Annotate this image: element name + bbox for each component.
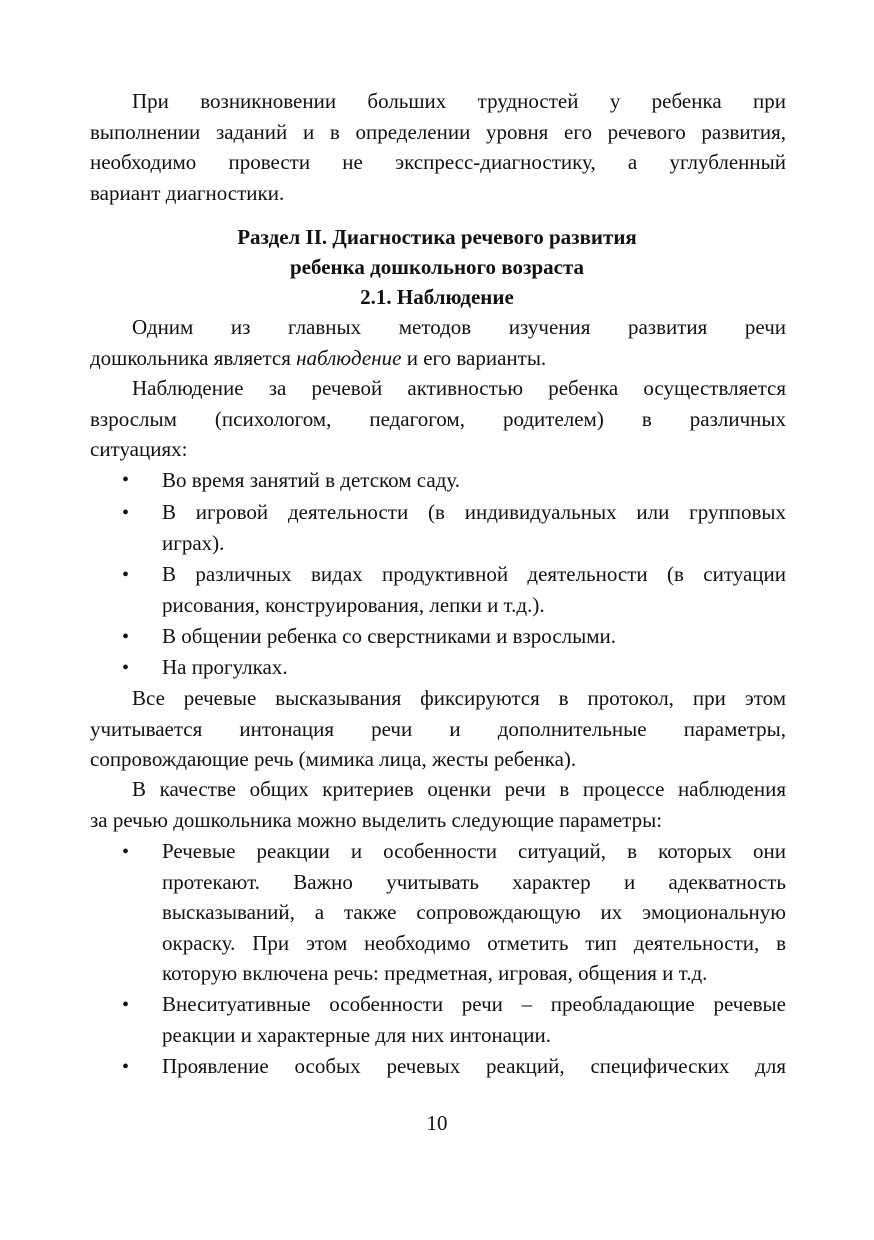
list-item — [162, 497, 786, 558]
text-line: Все речевые высказывания фиксируются в протокол, при этом — [132, 686, 786, 710]
subsection-title-text: 2.1. Наблюдение — [360, 285, 514, 309]
paragraph — [90, 683, 786, 775]
text-line: протекают. Важно учитывать характер и адекватность — [162, 869, 786, 894]
paragraph — [90, 373, 786, 465]
paragraph — [90, 312, 786, 373]
text-line: сопровождающие речь (мимика лица, жесты ребенка). — [90, 747, 577, 771]
text-line: Проявление особых речевых реакций, специфических для — [162, 1054, 786, 1078]
text-line: В качестве общих критериев оценки речи в процессе наблюдения — [132, 777, 786, 801]
text-segment: дошкольника является — [90, 345, 297, 370]
page-number: 10 — [426, 1111, 448, 1135]
text-line: ситуациях: — [90, 437, 188, 461]
bullet-icon — [122, 662, 134, 674]
bullet-icon — [122, 474, 134, 486]
paragraph — [90, 774, 786, 835]
text-line — [90, 343, 786, 374]
bullet-icon — [122, 1061, 134, 1073]
text-line: Одним из главных методов изучения развития речи — [132, 315, 786, 339]
intro-paragraph — [90, 86, 786, 208]
bullet-icon — [122, 846, 134, 858]
text-line: Внеситуативные особенности речи – преобладающие речевые — [162, 992, 786, 1016]
text-line: необходимо провести не экспресс-диагностику, а углубленный — [90, 150, 786, 174]
bullet-icon — [122, 999, 134, 1011]
section-title — [0, 252, 874, 283]
section-title-line: Раздел II. Диагностика речевого развития — [237, 225, 637, 249]
text-line: При возникновении больших трудностей у ребенка при — [132, 89, 786, 113]
list-item — [162, 465, 786, 496]
emphasized-term: наблюдение — [296, 345, 402, 370]
text-line: Во время занятий в детском саду. — [162, 468, 461, 492]
list-item — [162, 559, 786, 620]
section-title — [0, 222, 874, 253]
text-line: Наблюдение за речевой активностью ребенка осуществляется — [132, 376, 786, 400]
list-item — [162, 621, 786, 652]
text-line: На прогулках. — [162, 655, 288, 679]
bullet-icon — [122, 569, 134, 581]
list-item — [162, 1051, 786, 1082]
subsection-title — [0, 282, 874, 313]
text-line: высказываний, а также сопровождающую их эмоциональную — [162, 900, 786, 924]
list-item — [162, 652, 786, 683]
list-item — [162, 989, 786, 1050]
text-line: взрослым (психологом, педагогом, родителем) в различных — [90, 406, 786, 431]
text-line: которую включена речь: предметная, игровая, общения и т.д. — [162, 961, 708, 985]
text-line: В общении ребенка со сверстниками и взрослыми. — [162, 624, 617, 648]
bullet-icon — [122, 507, 134, 519]
text-line: окраску. При этом необходимо отметить тип деятельности, в — [162, 930, 786, 955]
text-line: В игровой деятельности (в индивидуальных или групповых — [162, 500, 786, 524]
text-line: рисования, конструирования, лепки и т.д.). — [162, 592, 545, 617]
section-title-line: ребенка дошкольного возраста — [289, 255, 585, 279]
text-segment: и его варианты. — [401, 345, 547, 370]
list-item — [162, 836, 786, 989]
text-line: В различных видах продуктивной деятельности (в ситуации — [162, 562, 786, 586]
text-line: учитывается интонация речи и дополнительные параметры, — [90, 716, 786, 741]
text-line: выполнении заданий и в определении уровня его речевого развития, — [90, 119, 786, 144]
bullet-icon — [122, 631, 134, 643]
text-line: реакции и характерные для них интонации. — [162, 1022, 551, 1047]
text-line: Речевые реакции и особенности ситуаций, в которых они — [162, 839, 786, 863]
text-line: за речью дошкольника можно выделить следующие параметры: — [90, 807, 663, 832]
text-line: вариант диагностики. — [90, 180, 285, 205]
text-line: играх). — [162, 530, 225, 555]
